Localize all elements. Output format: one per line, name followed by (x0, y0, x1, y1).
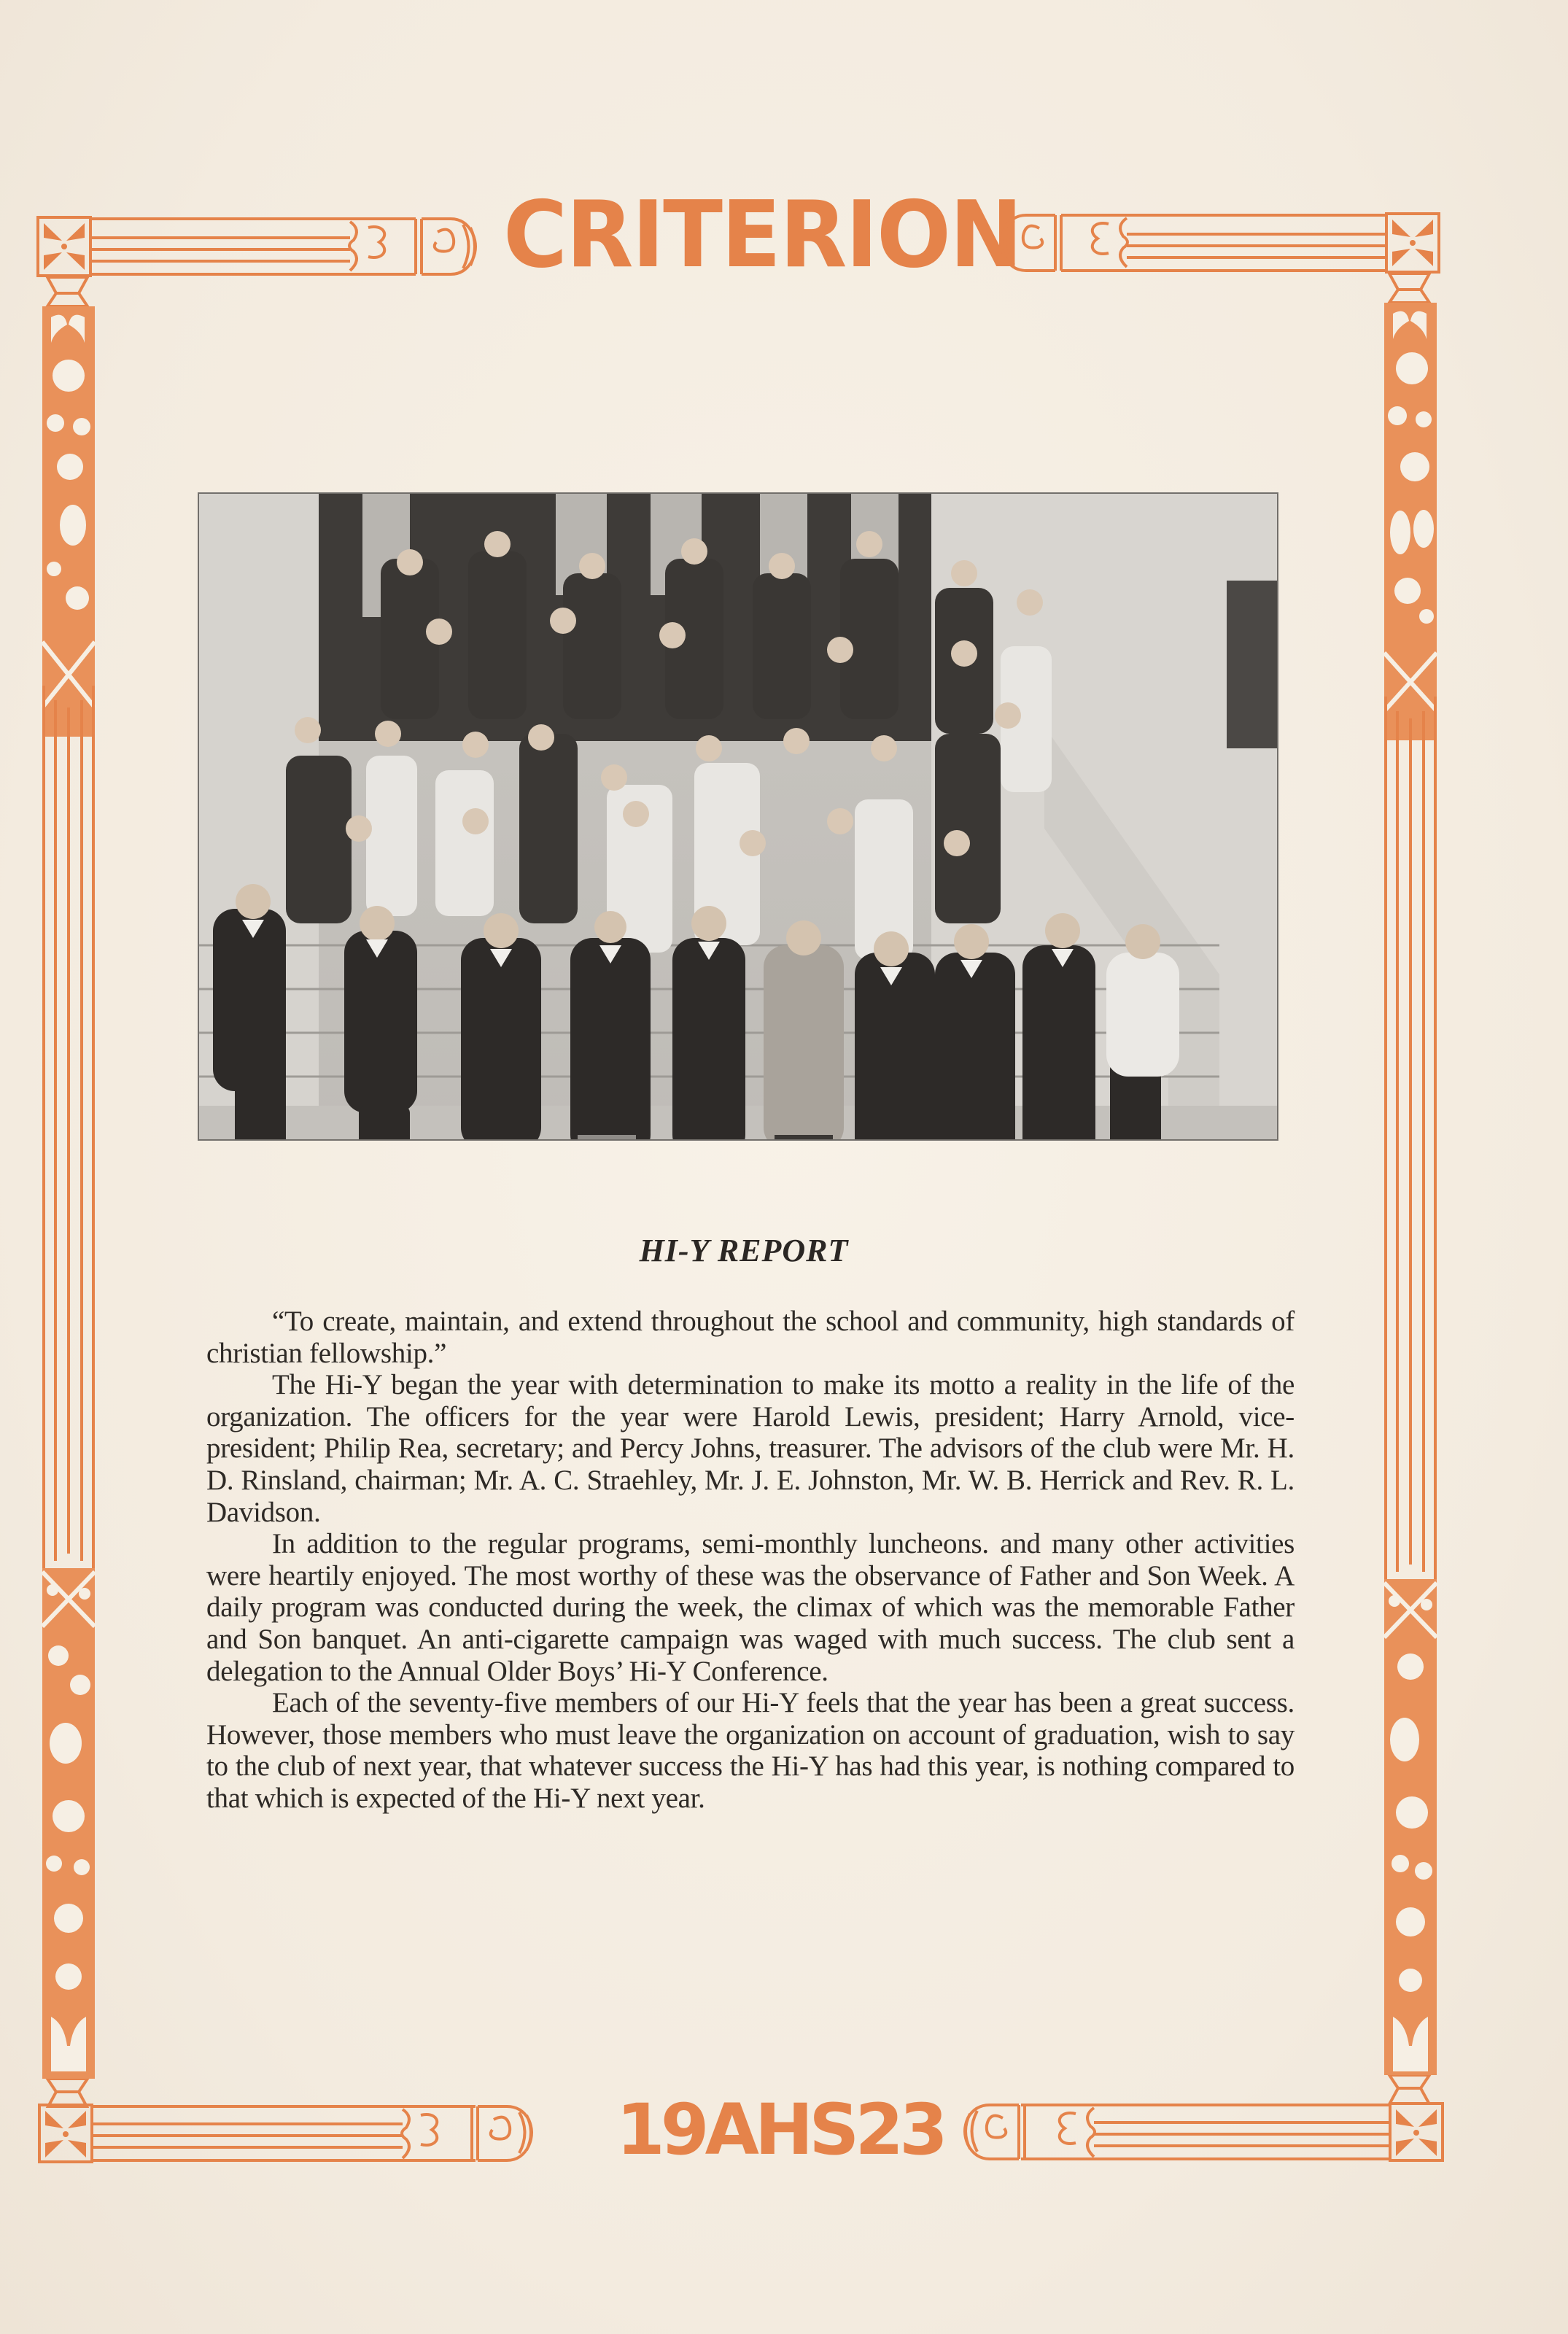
article-heading: HI-Y REPORT (639, 1233, 849, 1268)
paragraph-closing: Each of the seventy-five members of our Hi-Y feels that the year has been a great success. However, those members who must leave the organization on account of graduation, wish to say to the club of next year, that whatever success the Hi-Y has had this year, is nothing compared to that which is expected of the Hi-Y next year. (206, 1687, 1295, 1814)
border-top-right-rail (974, 208, 1440, 277)
paragraph-officers: The Hi-Y began the year with determination to make its motto a reality in the life of the organization. The officers for the year were Harold Lewis, president; Harry Arnold, vice-president; Philip Rea, secretary; and Percy Johns, treasurer. The advisors of the club were Mr. H. D. Rinsland, chairman; Mr. A. C. Straehley, Mr. J. E. Johnston, Mr. W. B. Herrick and Rev. R. L. Davidson. (206, 1369, 1295, 1528)
border-bottom-left-rail (38, 2101, 563, 2166)
border-left-column (36, 277, 102, 2108)
border-bottom-right-rail (934, 2099, 1444, 2165)
paragraph-motto: “To create, maintain, and extend throughout the school and community, high standards of christian fellowship.” (206, 1306, 1295, 1369)
border-right-column (1378, 274, 1444, 2104)
group-photo (198, 493, 1278, 1140)
paragraph-activities: In addition to the regular programs, semi-monthly luncheons. and many other activities were heartily enjoyed. The most worthy of these was the observance of Father and Son Week. A daily program was conducted during the week, the climax of which was the memorable Father and Son banquet. An anti-cigarette campaign was waged with much success. The club sent a delegation to the Annual Older Boys’ Hi-Y Conference. (206, 1528, 1295, 1687)
border-top-left-rail (36, 212, 503, 281)
footer-logo-19ahs23: 19AHS23 (616, 2089, 944, 2171)
page-title-criterion: CRITERION (503, 182, 1022, 289)
article-body (206, 1306, 1295, 1815)
